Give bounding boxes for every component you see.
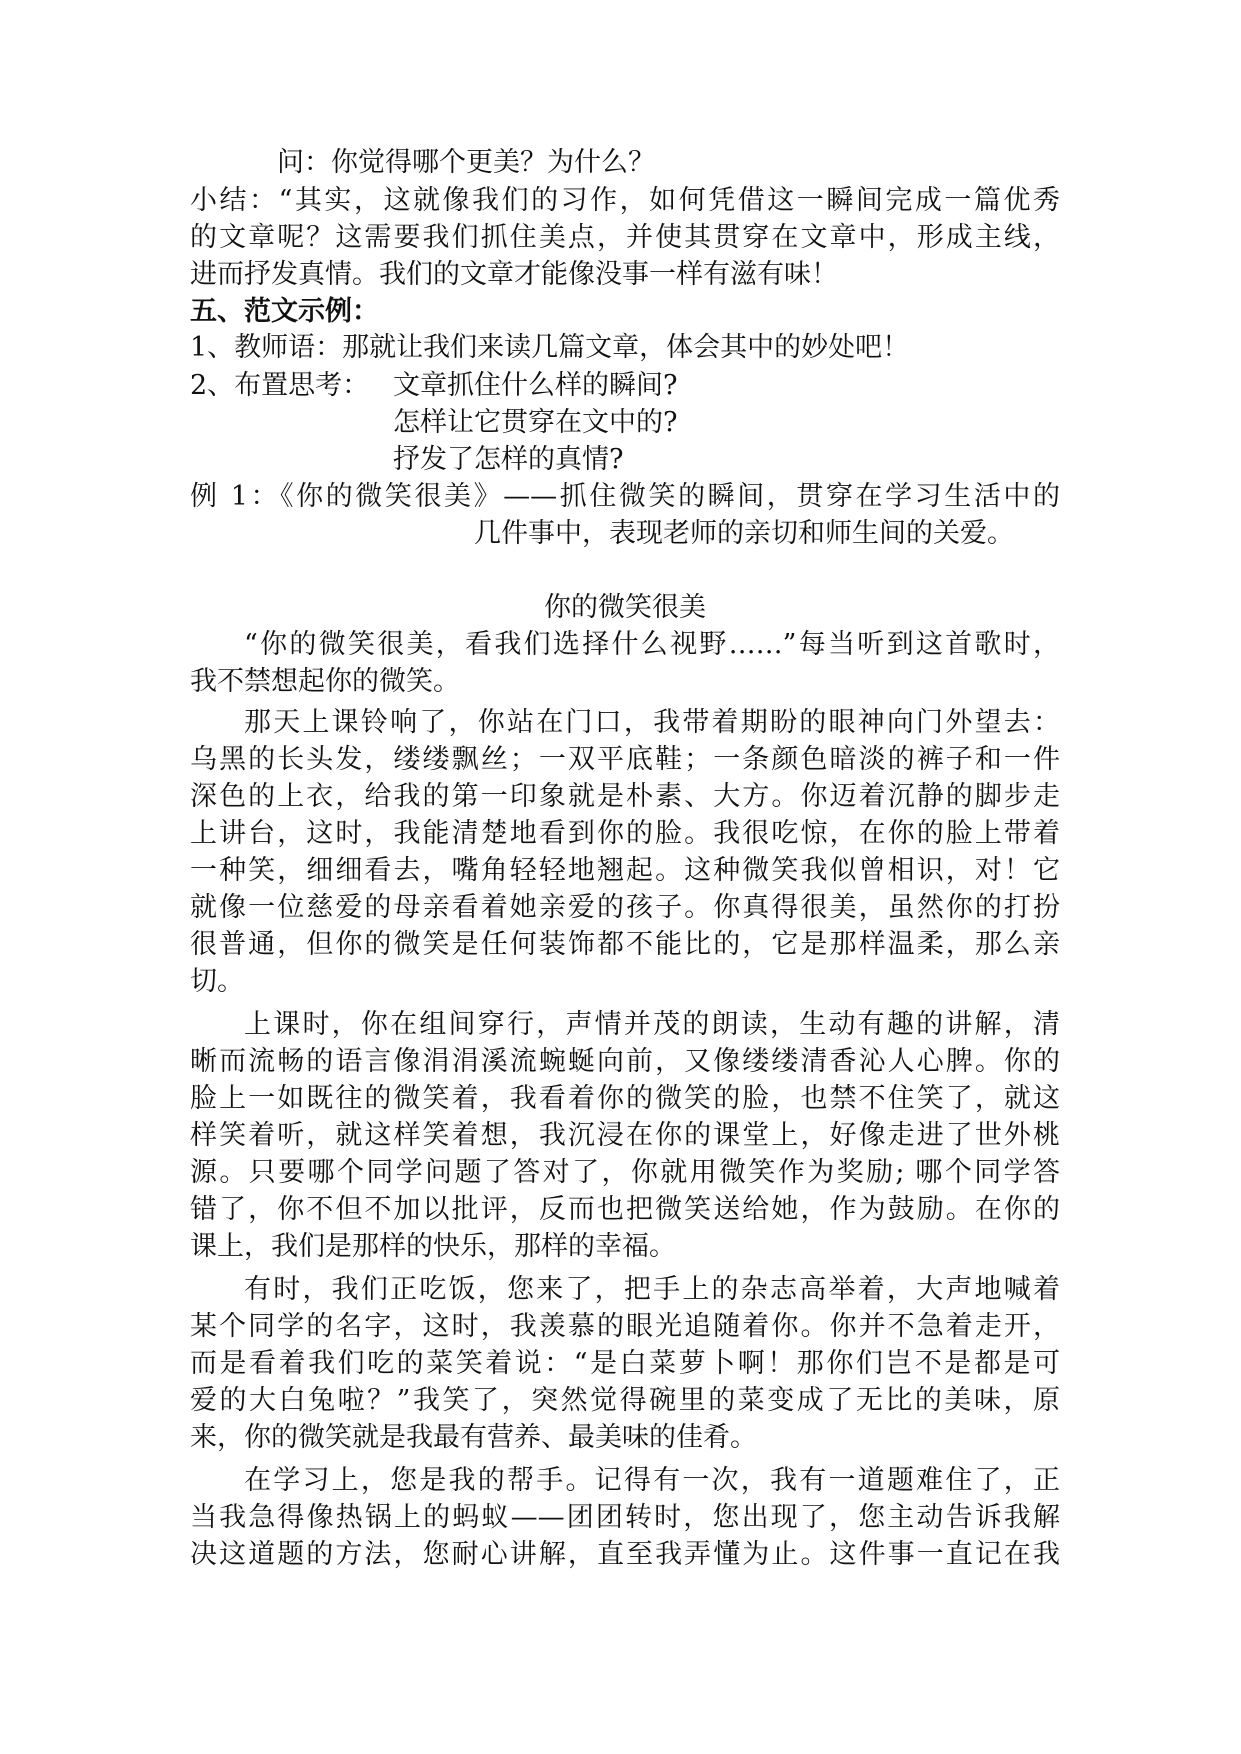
think-question: 文章抓住什么样的瞬间? [393, 370, 678, 401]
essay-line: 深色的上衣，给我的第一印象就是朴素、大方。你迈着沉静的脚步走 [190, 781, 1060, 812]
summary-line: 小结：“其实，这就像我们的习作，如何凭借这一瞬间完成一篇优秀 [190, 185, 1060, 216]
essay-line: 源。只要哪个同学问题了答对了，你就用微笑作为奖励; 哪个同学答 [190, 1157, 1060, 1188]
essay-line: 爱的大白兔啦？”我笑了，突然觉得碗里的菜变成了无比的美味，原 [190, 1385, 1060, 1416]
essay-line: 就像一位慈爱的母亲看着她亲爱的孩子。你真得很美，虽然你的打扮 [190, 892, 1060, 923]
example-line: 例 1：《你的微笑很美》——抓住微笑的瞬间，贯穿在学习生活中的 [190, 481, 1060, 512]
essay-title: 你的微笑很美 [544, 592, 706, 623]
essay-line: 有时，我们正吃饭，您来了，把手上的杂志高举着，大声地喊着 [244, 1274, 1060, 1305]
question-line: 问：你觉得哪个更美？为什么？ [277, 147, 655, 178]
essay-line: 课上，我们是那样的快乐，那样的幸福。 [190, 1231, 676, 1262]
essay-line: 当我急得像热锅上的蚂蚁——团团转时，您出现了，您主动告诉我解 [190, 1502, 1060, 1533]
think-question: 怎样让它贯穿在文中的? [393, 407, 678, 438]
essay-line: 上课时，你在组间穿行，声情并茂的朗读，生动有趣的讲解，清 [244, 1009, 1060, 1040]
essay-line: 在学习上，您是我的帮手。记得有一次，我有一道题难住了，正 [244, 1465, 1060, 1496]
item-2-label: 2、布置思考： [190, 370, 370, 401]
essay-line: 而是看着我们吃的菜笑着说：“是白菜萝卜啊！那你们岂不是都是可 [190, 1348, 1060, 1379]
essay-line: “你的微笑很美，看我们选择什么视野……”每当听到这首歌时， [244, 629, 1060, 660]
essay-line: 那天上课铃响了，你站在门口，我带着期盼的眼神向门外望去： [244, 707, 1060, 738]
section-heading: 五、范文示例： [190, 296, 379, 327]
essay-line: 很普通，但你的微笑是任何装饰都不能比的，它是那样温柔，那么亲 [190, 929, 1060, 960]
essay-line: 错了，你不但不加以批评，反而也把微笑送给她，作为鼓励。在你的 [190, 1194, 1060, 1225]
essay-line: 一种笑，细细看去，嘴角轻轻地翘起。这种微笑我似曾相识，对！它 [190, 855, 1060, 886]
essay-line: 晰而流畅的语言像涓涓溪流蜿蜒向前，又像缕缕清香沁人心脾。你的 [190, 1046, 1060, 1077]
essay-line: 某个同学的名字，这时，我羡慕的眼光追随着你。你并不急着走开， [190, 1311, 1060, 1342]
summary-line: 进而抒发真情。我们的文章才能像没事一样有滋有味！ [190, 259, 838, 290]
essay-line: 来，你的微笑就是我最有营养、最美味的佳肴。 [190, 1422, 757, 1453]
essay-line: 决这道题的方法，您耐心讲解，直至我弄懂为止。这件事一直记在我 [190, 1539, 1060, 1570]
essay-line: 乌黑的长头发，缕缕飘丝；一双平底鞋；一条颜色暗淡的裤子和一件 [190, 744, 1060, 775]
essay-line: 脸上一如既往的微笑着，我看着你的微笑的脸，也禁不住笑了，就这 [190, 1083, 1060, 1114]
essay-line: 上讲台，这时，我能清楚地看到你的脸。我很吃惊，在你的脸上带着 [190, 818, 1060, 849]
example-line: 几件事中，表现老师的亲切和师生间的关爱。 [474, 518, 1014, 549]
summary-line: 的文章呢？这需要我们抓住美点，并使其贯穿在文章中，形成主线， [190, 222, 1060, 253]
essay-line: 我不禁想起你的微笑。 [190, 666, 460, 697]
essay-line: 样笑着听，就这样笑着想，我沉浸在你的课堂上，好像走进了世外桃 [190, 1120, 1060, 1151]
think-question: 抒发了怎样的真情? [393, 444, 624, 475]
essay-line: 切。 [190, 966, 244, 997]
item-1: 1、教师语：那就让我们来读几篇文章，体会其中的妙处吧！ [190, 332, 910, 363]
